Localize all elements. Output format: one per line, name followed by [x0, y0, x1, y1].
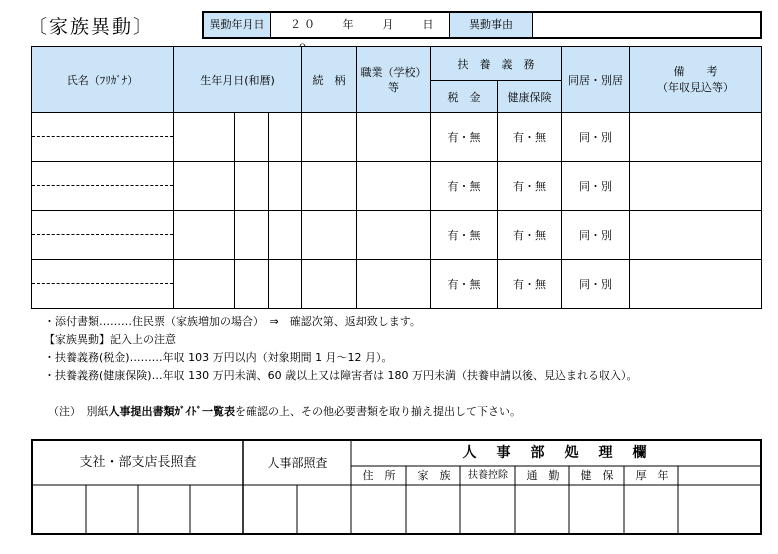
occupation-cell[interactable] — [357, 260, 431, 309]
family-row — [32, 211, 762, 260]
remarks-label: 備 考 — [673, 64, 718, 78]
dependent-group-header: 扶 養 義 務 — [431, 47, 562, 81]
birthdate-column-header: 生年月日(和暦) — [174, 47, 302, 113]
tax-column-header: 税 金 — [431, 81, 498, 113]
name-cell[interactable] — [32, 113, 174, 162]
name-column-header: 氏名（ﾌﾘｶﾞﾅ） — [32, 47, 174, 113]
relation-cell[interactable] — [302, 113, 357, 162]
hr-subcol-3: 通 勤 — [526, 469, 560, 482]
remarks-cell[interactable] — [630, 113, 762, 162]
family-row — [32, 113, 762, 162]
birth-day-cell[interactable] — [269, 162, 302, 211]
birth-day-cell[interactable] — [269, 260, 302, 309]
tax-dependent-cell[interactable]: 有・無 — [431, 162, 498, 211]
family-row — [32, 260, 762, 309]
occupation-cell[interactable] — [357, 162, 431, 211]
remarks-cell[interactable] — [630, 260, 762, 309]
relation-column-header: 続 柄 — [302, 47, 357, 113]
remarks-column-header — [630, 47, 762, 113]
name-cell[interactable] — [32, 211, 174, 260]
page-title: 〔家族異動〕 — [28, 16, 155, 38]
health-dependent-cell[interactable]: 有・無 — [498, 260, 562, 309]
health-dependent-cell[interactable]: 有・無 — [498, 211, 562, 260]
day-unit: 日 — [422, 18, 434, 31]
remarks-sublabel: （年収見込等） — [657, 80, 734, 94]
hr-subcol-0: 住 所 — [362, 469, 396, 482]
tax-dependent-cell[interactable]: 有・無 — [431, 260, 498, 309]
note-attachments: ・添付書類………住民票（家族増加の場合） ⇒ 確認次第、返却致します。 — [44, 315, 421, 328]
birth-month-cell[interactable] — [235, 211, 269, 260]
family-row — [32, 162, 762, 211]
birth-month-cell[interactable] — [235, 260, 269, 309]
health-dependent-cell[interactable]: 有・無 — [498, 162, 562, 211]
remarks-cell[interactable] — [630, 211, 762, 260]
guide-document-name: 人事提出書類ｶﾞｲﾄﾞ一覧表 — [108, 405, 235, 418]
relation-cell[interactable] — [302, 211, 357, 260]
birth-day-cell[interactable] — [269, 113, 302, 162]
remarks-cell[interactable] — [630, 162, 762, 211]
tax-dependent-cell[interactable]: 有・無 — [431, 211, 498, 260]
approval-section — [31, 439, 762, 535]
birth-day-cell[interactable] — [269, 211, 302, 260]
change-date-header — [202, 11, 762, 39]
note-tax: ・扶養義務(税金)………年収 103 万円以内（対象期間 1 月～12 月）。 — [44, 351, 393, 364]
hr-section-title: 人 事 部 処 理 欄 — [462, 445, 650, 461]
name-cell[interactable] — [32, 260, 174, 309]
birth-era-cell[interactable] — [174, 211, 235, 260]
year-prefix[interactable]: ２０ — [290, 18, 318, 31]
cohabit-cell[interactable]: 同・別 — [562, 260, 630, 309]
occupation-cell[interactable] — [357, 211, 431, 260]
health-dependent-cell[interactable]: 有・無 — [498, 113, 562, 162]
birth-era-cell[interactable] — [174, 113, 235, 162]
cohabit-column-header: 同居・別居 — [562, 47, 630, 113]
name-cell[interactable] — [32, 162, 174, 211]
relation-cell[interactable] — [302, 162, 357, 211]
birth-month-cell[interactable] — [235, 113, 269, 162]
hr-subcol-2: 扶養控除 — [468, 470, 508, 481]
hr-subcol-1: 家 族 — [417, 469, 451, 482]
hr-subcol-5: 厚 年 — [635, 469, 669, 482]
reason-field[interactable] — [533, 13, 760, 37]
branch-approval-label: 支社・部支店長照査 — [79, 455, 197, 470]
occupation-column-header: 職業（学校）等 — [357, 47, 431, 113]
year-unit: 年 — [342, 18, 354, 31]
birth-era-cell[interactable] — [174, 162, 235, 211]
occupation-cell[interactable] — [357, 113, 431, 162]
birth-month-cell[interactable] — [235, 162, 269, 211]
date-label: 異動年月日 — [204, 13, 270, 37]
tax-dependent-cell[interactable]: 有・無 — [431, 113, 498, 162]
cohabit-cell[interactable]: 同・別 — [562, 211, 630, 260]
reason-label: 異動事由 — [450, 13, 532, 37]
note-health: ・扶養義務(健康保険)…年収 130 万円未満、60 歳以上又は障害者は 180 万円未満（扶養申請以後、見込まれる収入）。 — [44, 369, 638, 382]
health-column-header: 健康保険 — [498, 81, 562, 113]
relation-cell[interactable] — [302, 260, 357, 309]
birth-era-cell[interactable] — [174, 260, 235, 309]
hr-approval-label: 人事部照査 — [267, 456, 328, 470]
cohabit-cell[interactable]: 同・別 — [562, 113, 630, 162]
family-change-table — [31, 46, 762, 309]
note-heading: 【家族異動】記入上の注意 — [44, 333, 176, 346]
month-unit: 月 — [382, 18, 394, 31]
hr-subcol-4: 健 保 — [580, 469, 614, 482]
cohabit-cell[interactable]: 同・別 — [562, 162, 630, 211]
note-caution: （注） 別紙人事提出書類ｶﾞｲﾄﾞ一覧表を確認の上、その他必要書類を取り揃え提出して下さい。 — [48, 405, 521, 418]
